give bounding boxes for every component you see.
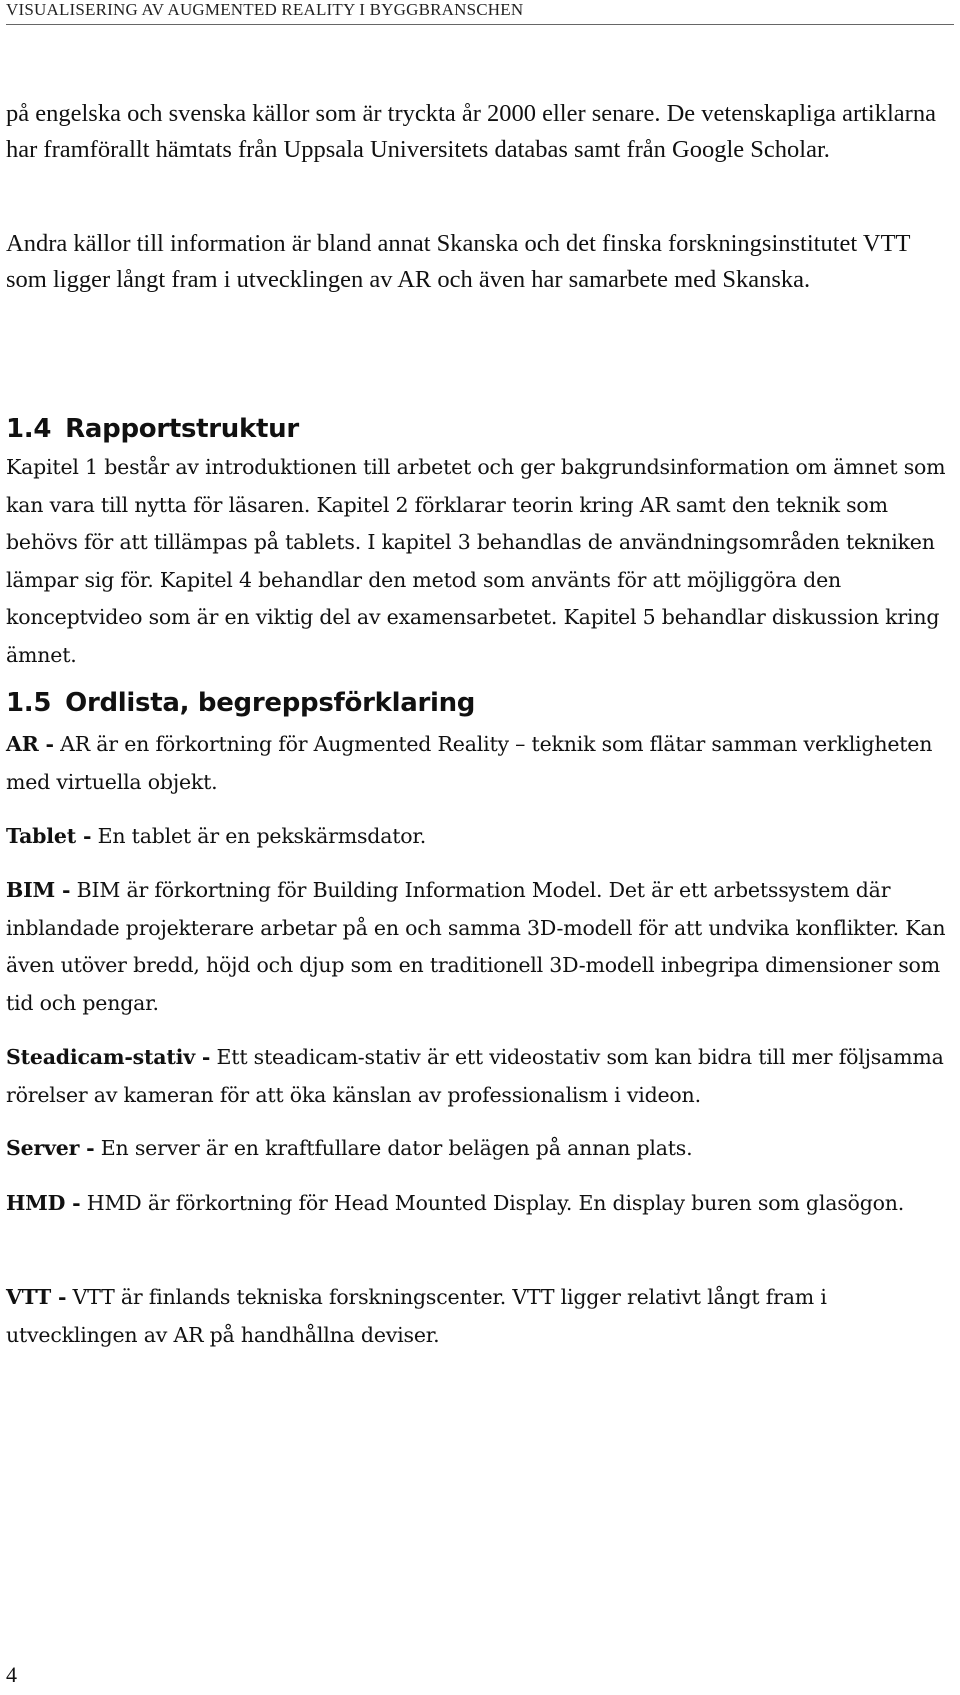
intro-paragraph-2: Andra källor till information är bland annat Skanska och det finska forskningsinstitutet VTT som ligger långt fram i utvecklingen av AR och även har samarbete med Skanska. bbox=[6, 230, 911, 293]
glossary-term: Tablet - bbox=[6, 824, 92, 848]
glossary-definition: BIM är förkortning för Building Information Model. Det är ett arbetssystem där inblandade projekterare arbetar på en och samma 3D-modell för att undvika konflikter. Kan även utöver bredd, höjd och djup som en traditionell 3D-modell inbegripa dimensioner som tid och pengar. bbox=[6, 878, 946, 1015]
glossary-definition: En tablet är en pekskärmsdator. bbox=[91, 824, 427, 848]
section-number: 1.4 bbox=[6, 414, 52, 444]
glossary-entry-steadicam bbox=[6, 1039, 954, 1114]
glossary-definition: AR är en förkortning för Augmented Reality – teknik som flätar samman verkligheten med virtuella objekt. bbox=[6, 732, 933, 794]
page-number: 4 bbox=[6, 1662, 17, 1687]
intro-paragraph-1: på engelska och svenska källor som är tryckta år 2000 eller senare. De vetenskapliga artiklarna har framförallt hämtats från Uppsala Universitets databas samt från Google Scholar. bbox=[6, 100, 936, 163]
glossary-definition: Ett steadicam-stativ är ett videostativ som kan bidra till mer följsamma rörelser av kameran för att öka känslan av professionalism i videon. bbox=[6, 1045, 944, 1107]
glossary-definition: HMD är förkortning för Head Mounted Display. En display buren som glasögon. bbox=[80, 1191, 905, 1215]
section-heading-1-5 bbox=[6, 688, 475, 718]
section-number: 1.5 bbox=[6, 688, 52, 718]
glossary-entry-bim bbox=[6, 872, 954, 1022]
section-title: Rapportstruktur bbox=[65, 414, 299, 444]
section-1-4-paragraph: Kapitel 1 består av introduktionen till arbetet och ger bakgrundsinformation om ämnet som kan vara till nytta för läsaren. Kapitel 2 förklarar teorin kring AR samt den teknik som behövs för att tillämpas på tablets. I kapitel 3 behandlas de användningsområden tekniken lämpar sig för. Kapitel 4 behandlar den metod som använts för att möjliggöra den konceptvideo som är en viktig del av examensarbetet. Kapitel 5 behandlar diskussion kring ämnet. bbox=[6, 455, 946, 667]
section-heading-1-4 bbox=[6, 414, 299, 444]
glossary-term: HMD - bbox=[6, 1191, 81, 1215]
glossary-entry-tablet bbox=[6, 818, 954, 856]
running-header: VISUALISERING AV AUGMENTED REALITY I BYGGBRANSCHEN bbox=[6, 0, 954, 25]
glossary-term: VTT - bbox=[6, 1285, 67, 1309]
glossary-term: Steadicam-stativ - bbox=[6, 1045, 211, 1069]
glossary-entry-ar bbox=[6, 726, 954, 801]
glossary-term: BIM - bbox=[6, 878, 71, 902]
glossary-definition: VTT är finlands tekniska forskningscenter. VTT ligger relativt långt fram i utvecklingen av AR på handhållna deviser. bbox=[6, 1285, 827, 1347]
glossary-entry-vtt bbox=[6, 1279, 954, 1354]
glossary-term: Server - bbox=[6, 1136, 95, 1160]
glossary-definition: En server är en kraftfullare dator belägen på annan plats. bbox=[94, 1136, 693, 1160]
glossary-entry-hmd bbox=[6, 1185, 954, 1223]
glossary-term: AR - bbox=[6, 732, 54, 756]
section-title: Ordlista, begreppsförklaring bbox=[65, 688, 476, 718]
glossary-entry-server bbox=[6, 1130, 954, 1168]
